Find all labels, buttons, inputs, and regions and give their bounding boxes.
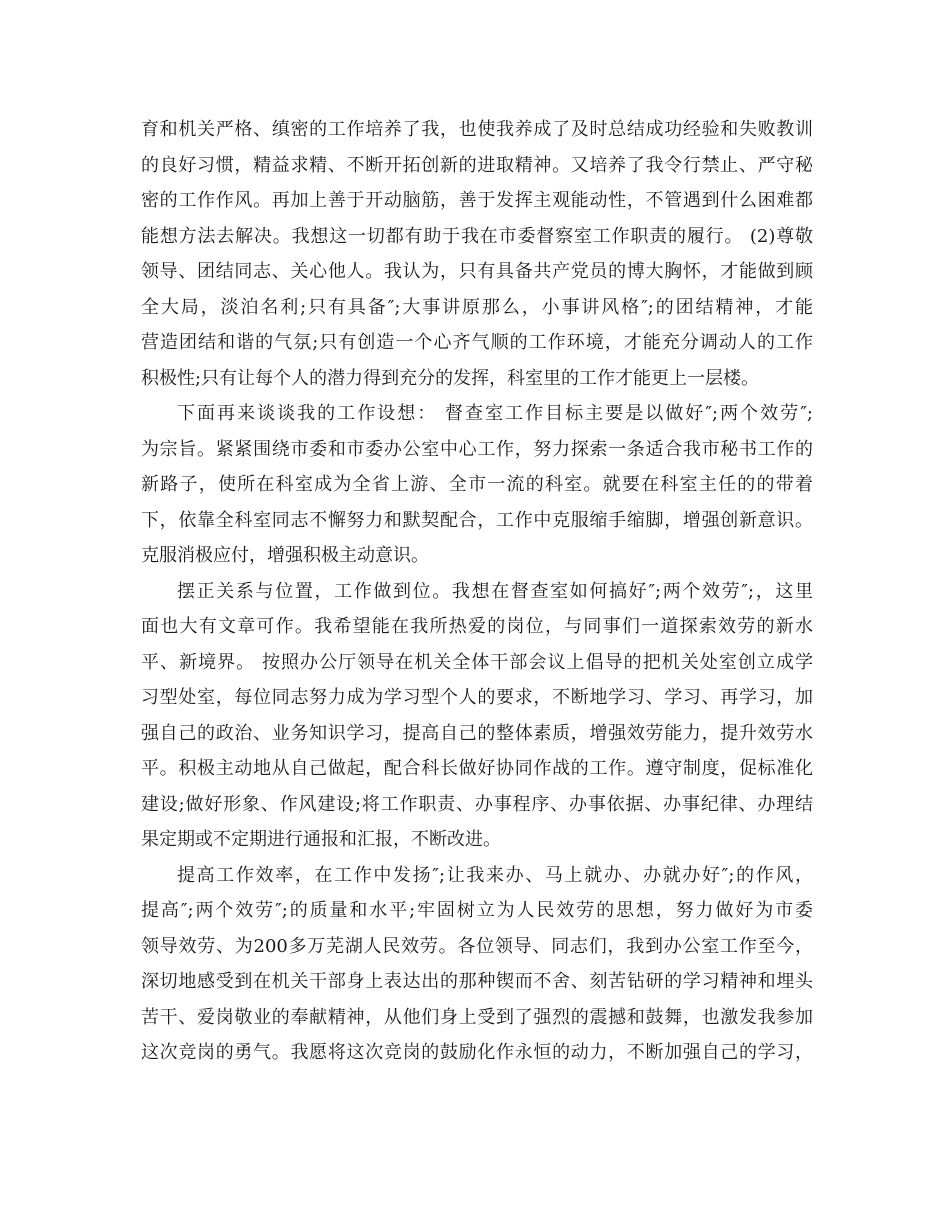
text-line: 摆正关系与位置，工作做到位。我想在督查室如何搞好″;两个效劳″;，这里 — [177, 580, 813, 602]
text-line: 提高″;两个效劳″;的质量和水平;牢固树立为人民效劳的思想，努力做好为市委 — [141, 900, 813, 921]
text-line: 这次竞岗的勇气。我愿将这次竞岗的鼓励化作永恒的动力，不断加强自己的学习， — [141, 1042, 813, 1063]
text-line: 密的工作作风。再加上善于开动脑筋，善于发挥主观能动性，不管遇到什么困难都 — [141, 190, 813, 211]
text-line: 下，依靠全科室同志不懈努力和默契配合，工作中克服缩手缩脚，增强创新意识。 — [141, 509, 813, 531]
text-line: 强自己的政治、业务知识学习，提高自己的整体素质，增强效劳能力，提升效劳水 — [141, 722, 813, 744]
text-line: 领导、团结同志、关心他人。我认为，只有具备共产党员的博大胸怀，才能做到顾 — [141, 261, 813, 282]
text-line: 深切地感受到在机关干部身上表达出的那种锲而不舍、刻苦钻研的学习精神和埋头 — [141, 971, 813, 992]
text-line: 平、新境界。 按照办公厅领导在机关全体干部会议上倡导的把机关处室创立成学 — [141, 651, 813, 673]
text-line: 积极性;只有让每个人的潜力得到充分的发挥，科室里的工作才能更上一层楼。 — [141, 367, 760, 389]
text-line: 下面再来谈谈我的工作设想： 督查室工作目标主要是以做好″;两个效劳″; — [177, 403, 813, 424]
body-text — [141, 112, 813, 1071]
text-line: 克服消极应付，增强积极主动意识。 — [141, 545, 429, 566]
text-line: 习型处室，每位同志努力成为学习型个人的要求，不断地学习、学习、再学习，加 — [141, 687, 813, 708]
text-line: 全大局，淡泊名利;只有具备″;大事讲原那么，小事讲风格″;的团结精神，才能 — [141, 296, 813, 318]
text-line: 建设;做好形象、作风建设;将工作职责、办事程序、办事依据、办事纪律、办理结 — [141, 793, 813, 815]
text-line: 为宗旨。紧紧围绕市委和市委办公室中心工作，努力探索一条适合我市秘书工作的 — [141, 438, 813, 460]
text-line: 苦干、爱岗敬业的奉献精神，从他们身上受到了强烈的震撼和鼓舞，也激发我参加 — [141, 1006, 813, 1028]
text-line: 提高工作效率，在工作中发扬″;让我来办、马上就办、办就办好″;的作风， — [177, 864, 813, 886]
text-line: 平。积极主动地从自己做起，配合科长做好协同作战的工作。遵守制度，促标准化 — [141, 758, 813, 779]
text-line: 果定期或不定期进行通报和汇报，不断改进。 — [141, 829, 501, 850]
text-line: 领导效劳、为200多万芜湖人民效劳。各位领导、同志们，我到办公室工作至今， — [141, 935, 813, 957]
text-line: 营造团结和谐的气氛;只有创造一个心齐气顺的工作环境，才能充分调动人的工作 — [141, 332, 813, 353]
text-line: 育和机关严格、缜密的工作培养了我，也使我养成了及时总结成功经验和失败教训 — [141, 119, 813, 140]
text-line: 面也大有文章可作。我希望能在我所热爱的岗位，与同事们一道探索效劳的新水 — [141, 616, 813, 637]
text-line: 新路子，使所在科室成为全省上游、全市一流的科室。就要在科室主任的的带着 — [141, 474, 813, 495]
text-line: 的良好习惯，精益求精、不断开拓创新的进取精神。又培养了我令行禁止、严守秘 — [141, 154, 813, 176]
text-line: 能想方法去解决。我想这一切都有助于我在市委督察室工作职责的履行。 (2)尊敬 — [141, 225, 813, 247]
